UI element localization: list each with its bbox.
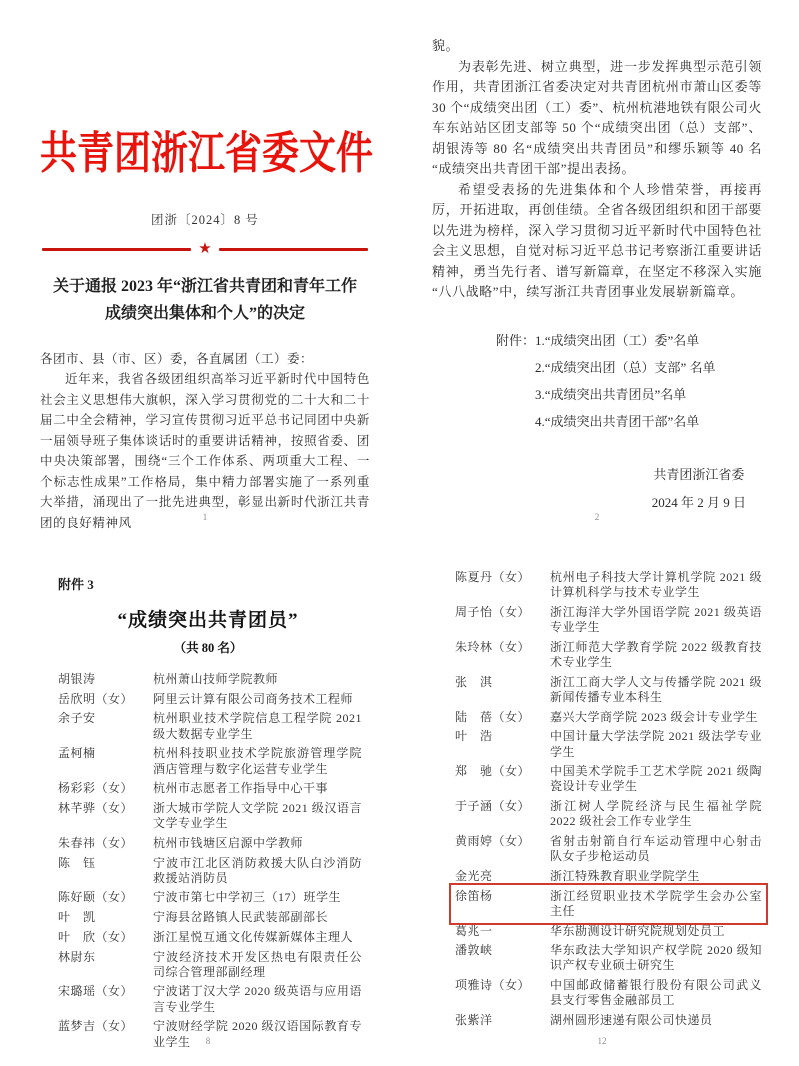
list-item — [58, 746, 362, 776]
person-affiliation: 省射击射箭自行车运动管理中心射击队女子步枪运动员 — [550, 834, 762, 864]
body-paragraph-1: 近年来，我省各级团组织高举习近平新时代中国特色社会主义思想伟大旗帜，深入学习贯彻党的二十大和二十届二中全会精神，学习宣传贯彻习近平总书记同团中央新一届领导班子集体谈话时的重要讲话精神，按照省委、团中央决策部署，围绕“三个工作体系、两项重大工程、一个标志性成果”工作格局，集中精力部署实施了一系列重大举措，涌现出了一批先进典型，彰显出新时代浙江共青团的良好精神风 — [40, 372, 370, 530]
attachment-index-item — [535, 354, 716, 381]
person-name: 黄雨婷（女） — [455, 834, 531, 849]
person-name: 胡银涛 — [58, 672, 96, 686]
attachment-index-items — [535, 327, 716, 435]
list-item — [58, 950, 362, 980]
list-item — [455, 869, 762, 884]
person-affiliation: 浙江树人学院经济与民生福祉学院 2022 级社会工作专业学生 — [550, 799, 762, 829]
list-item — [58, 781, 362, 796]
attachment-3-label: 附件 3 — [58, 577, 94, 592]
list-item — [455, 675, 762, 705]
list-item — [455, 889, 762, 919]
person-affiliation: 宁波诺丁汉大学 2020 级英语与应用语言专业学生 — [153, 984, 362, 1014]
person-affiliation: 中国邮政储蓄银行股份有限公司武义县支行零售金融部员工 — [550, 978, 762, 1008]
person-affiliation: 浙大城市学院人文学院 2021 级汉语言文学专业学生 — [153, 800, 362, 831]
person-affiliation: 浙江海洋大学外国语学院 2021 级英语专业学生 — [550, 604, 762, 635]
list-item — [455, 924, 762, 939]
list-item — [58, 890, 362, 905]
list-item — [58, 910, 362, 925]
list-item — [455, 978, 762, 1008]
person-name: 余子安 — [58, 711, 96, 726]
person-name: 宋璐瑶（女） — [58, 984, 134, 999]
list-item — [455, 710, 762, 725]
person-affiliation: 杭州市钱塘区启源中学教师 — [153, 835, 304, 850]
person-name: 叶 凯 — [58, 910, 96, 925]
divider-line-left — [42, 248, 191, 251]
person-name: 于子涵（女） — [455, 799, 531, 814]
document-title-line1: 关于通报 2023 年“浙江省共青团和青年工作 — [52, 278, 357, 295]
person-name: 潘敦峡 — [455, 943, 493, 958]
masthead-title: 共青团浙江省委文件 — [40, 129, 373, 179]
document-title — [40, 273, 370, 327]
person-name: 孟柯楠 — [58, 746, 96, 761]
person-affiliation: 宁海县岔路镇人民武装部副部长 — [153, 910, 329, 925]
list-item — [455, 605, 762, 635]
person-affiliation: 浙江经贸职业技术学院学生会办公室主任 — [550, 888, 762, 918]
person-affiliation: 杭州职业技术学院信息工程学院 2021 级大数据专业学生 — [153, 711, 362, 741]
person-name: 陆 蓓（女） — [455, 709, 531, 724]
list-item — [58, 930, 362, 945]
list-item — [455, 640, 762, 670]
person-name: 张紫洋 — [455, 1013, 493, 1028]
person-name: 项雅诗（女） — [455, 978, 531, 993]
list-item — [455, 729, 762, 759]
person-name: 徐笛杨 — [455, 888, 493, 903]
person-name: 陈 钰 — [58, 855, 96, 870]
person-affiliation: 阿里云计算有限公司商务技术工程师 — [153, 691, 354, 706]
person-name: 杨彩彩（女） — [58, 781, 134, 796]
name-list-right — [432, 570, 772, 1028]
person-affiliation: 杭州科技职业技术学院旅游管理学院酒店管理与数字化运营专业学生 — [153, 746, 362, 776]
page-1 — [40, 36, 373, 536]
paragraph-continuation: 貌。 — [432, 38, 460, 53]
person-name: 葛兆一 — [455, 923, 493, 938]
page-number-1: 1 — [202, 512, 208, 522]
salutation: 各团市、县（市、区）委，各直属团（工）委： — [40, 352, 314, 366]
issue-date: 2024 年 2 月 9 日 — [651, 494, 746, 510]
person-name: 林尉东 — [58, 949, 96, 964]
body-paragraph-2: 为表彰先进、树立典型，进一步发挥典型示范引领作用，共青团浙江省委决定对共青团杭州市萧山区委等 30 个“成绩突出团（工）委”、杭州杭港地铁有限公司火车东站站区团支部等 50 个“成绩突出团（总）支部”、胡银涛等 80 名“成绩突出共青团员”和缪乐颖等 40 名“成绩突出共青团干部”提出表扬。 — [432, 58, 762, 176]
person-name: 周子怡（女） — [455, 604, 531, 619]
signature-block — [432, 461, 762, 517]
person-name: 陈夏丹（女） — [455, 570, 531, 584]
page-2 — [432, 36, 762, 536]
list-item — [455, 570, 762, 600]
divider-line-right — [219, 248, 368, 251]
attachment-index — [496, 327, 762, 435]
list-item — [58, 801, 362, 831]
person-name: 陈好颐（女） — [58, 890, 134, 905]
person-affiliation: 浙江工商大学人文与传播学院 2021 级新闻传播专业本科生 — [550, 674, 762, 704]
star-icon: ★ — [198, 241, 212, 257]
list-item — [58, 692, 362, 707]
page-number-2: 2 — [594, 512, 600, 522]
person-affiliation: 浙江特殊教育职业学院学生 — [550, 868, 701, 883]
list-item — [455, 764, 762, 794]
attachment-index-item-label: 1.“成绩突出团（工）委”名单 — [535, 332, 700, 348]
list-subtitle: （共 80 名） — [173, 641, 243, 655]
attachment-index-item — [535, 327, 716, 354]
person-affiliation: 中国美术学院手工艺术学院 2021 级陶瓷设计专业学生 — [550, 764, 762, 794]
list-item — [58, 856, 362, 886]
person-affiliation: 中国计量大学法学院 2021 级法学专业学生 — [550, 729, 762, 759]
attachment-index-item-label: 2.“成绩突出团（总）支部” 名单 — [535, 359, 716, 375]
person-affiliation: 华东政法大学知识产权学院 2020 级知识产权专业硕士研究生 — [550, 943, 762, 973]
person-affiliation: 杭州萧山技师学院教师 — [153, 672, 279, 686]
list-item — [455, 1013, 762, 1028]
person-affiliation: 杭州市志愿者工作指导中心干事 — [153, 781, 329, 796]
page-4 — [432, 560, 772, 1060]
person-affiliation: 浙江师范大学教育学院 2022 级教育技术专业学生 — [550, 639, 762, 670]
person-affiliation: 嘉兴大学商学院 2023 级会计专业学生 — [550, 709, 759, 724]
person-affiliation: 浙江星悦互通文化传媒新媒体主理人 — [153, 929, 354, 944]
person-affiliation: 湖州圆形速递有限公司快递员 — [550, 1013, 713, 1028]
list-item — [58, 672, 362, 687]
document-title-line2: 成绩突出集体和个人”的决定 — [104, 305, 305, 322]
person-name: 郑 驰（女） — [455, 764, 531, 779]
attachment-index-item — [535, 408, 716, 435]
person-affiliation: 宁波经济技术开发区热电有限责任公司综合管理部副经理 — [153, 949, 362, 979]
attachment-index-item-label: 3.“成绩突出共青团员”名单 — [535, 386, 687, 402]
list-item — [58, 984, 362, 1014]
body-paragraph-3: 希望受表扬的先进集体和个人珍惜荣誉，再接再厉，开拓进取，再创佳绩。全省各级团组织和团干部要以先进为榜样，深入学习贯彻习近平新时代中国特色社会主义思想，自觉对标习近平总书记考察浙江重要讲话精神，勇当先行者、谱写新篇章，在坚定不移深入实施“八八战略”中，续写浙江共青团事业发展崭新篇章。 — [432, 181, 762, 299]
doc-number: 团浙〔2024〕8 号 — [151, 213, 259, 227]
person-affiliation: 宁波市第七中学初三（17）班学生 — [153, 890, 342, 905]
attachment-index-item — [535, 381, 716, 408]
person-name: 金光亮 — [455, 868, 493, 883]
person-affiliation: 宁波财经学院 2020 级汉语国际教育专业学生 — [153, 1019, 362, 1049]
list-item — [455, 799, 762, 829]
list-item — [58, 711, 362, 741]
list-item — [455, 943, 762, 973]
person-name: 朱玲林（女） — [455, 639, 531, 654]
person-name: 叶 浩 — [455, 729, 493, 744]
list-item — [58, 836, 362, 851]
person-name: 蓝梦吉（女） — [58, 1019, 134, 1034]
name-list-left — [40, 672, 376, 1050]
person-affiliation: 华东勘测设计研究院规划处员工 — [550, 923, 726, 938]
issuing-authority: 共青团浙江省委 — [653, 466, 745, 482]
person-affiliation: 杭州电子科技大学计算机学院 2021 级计算机科学与技术专业学生 — [550, 570, 762, 600]
person-name: 岳欣明（女） — [58, 691, 134, 706]
attachment-index-label: 附件： — [496, 332, 536, 348]
page-number-4: 12 — [597, 1036, 607, 1046]
person-name: 朱春祎（女） — [58, 835, 134, 850]
person-name: 林芊骅（女） — [58, 800, 134, 815]
page-3 — [40, 560, 376, 1060]
list-item — [455, 834, 762, 864]
person-affiliation: 宁波市江北区消防救援大队白沙消防救援站消防员 — [153, 855, 362, 885]
attachment-index-item-label: 4.“成绩突出共青团干部”名单 — [535, 413, 700, 429]
person-name: 张 淇 — [455, 674, 493, 689]
page-number-3: 8 — [205, 1036, 211, 1046]
person-name: 叶 欣（女） — [58, 929, 134, 944]
star-divider — [40, 242, 370, 257]
list-title: “成绩突出共青团员” — [117, 610, 299, 631]
